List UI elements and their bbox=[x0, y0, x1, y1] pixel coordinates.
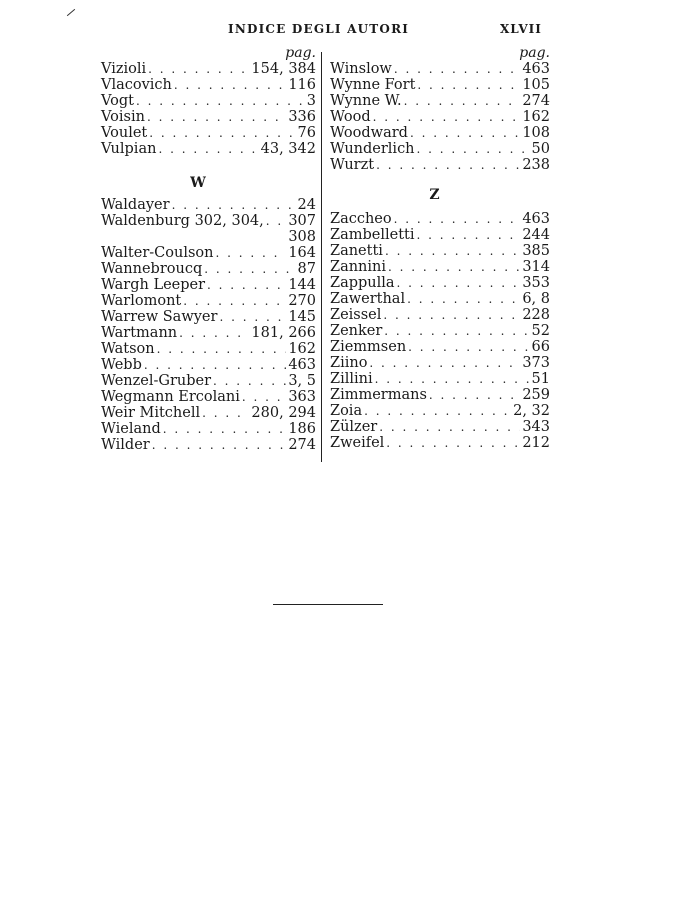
left-column bbox=[101, 45, 316, 453]
entry-pages: 274 bbox=[522, 93, 550, 109]
entry-pages: 186 bbox=[288, 421, 316, 437]
entry-pages: 50 bbox=[531, 141, 550, 157]
dot-leader bbox=[172, 197, 296, 213]
entry-author: Zimmermans bbox=[330, 387, 427, 403]
entry-author: Waldayer bbox=[101, 197, 170, 213]
index-entry bbox=[330, 259, 550, 275]
entry-pages: 52 bbox=[531, 323, 550, 339]
entry-author: Zannini bbox=[330, 259, 387, 275]
dot-leader bbox=[202, 405, 249, 421]
dot-leader bbox=[364, 403, 511, 419]
entry-pages: 43, 342 bbox=[260, 141, 316, 157]
entry-author: Vogt bbox=[101, 93, 134, 109]
entry-pages: 259 bbox=[522, 387, 550, 403]
index-entry bbox=[101, 125, 316, 141]
entry-pages: 343 bbox=[522, 419, 550, 435]
dot-leader bbox=[385, 243, 520, 259]
entry-author: Wilder bbox=[101, 437, 150, 453]
index-entry bbox=[330, 93, 550, 109]
entry-pages: 162 bbox=[288, 341, 316, 357]
entry-author: Voisin bbox=[101, 109, 145, 125]
entry-author: Weir Mitchell bbox=[101, 405, 201, 421]
dot-leader bbox=[404, 93, 521, 109]
index-entry bbox=[101, 141, 316, 157]
entry-pages: 162 bbox=[522, 109, 550, 125]
entry-author: Wynne Fort bbox=[330, 77, 416, 93]
index-entry bbox=[101, 357, 316, 373]
entry-pages: 2, 32 bbox=[513, 403, 550, 419]
index-entry bbox=[101, 341, 316, 357]
entry-pages: 238 bbox=[522, 157, 550, 173]
entry-author: Wunderlich bbox=[330, 141, 415, 157]
index-entry bbox=[101, 109, 316, 125]
entry-pages: 244 bbox=[522, 227, 550, 243]
entry-pages: 3, 5 bbox=[288, 373, 316, 389]
index-entry bbox=[330, 61, 550, 77]
dot-leader bbox=[394, 211, 521, 227]
index-entry bbox=[330, 211, 550, 227]
entry-pages: 66 bbox=[531, 339, 550, 355]
index-entry bbox=[330, 339, 550, 355]
entry-author: Zoia bbox=[330, 403, 363, 419]
index-entry bbox=[330, 387, 550, 403]
entry-author: Zappulla bbox=[330, 275, 395, 291]
dot-leader bbox=[163, 421, 287, 437]
index-entry bbox=[330, 291, 550, 307]
dot-leader bbox=[416, 227, 520, 243]
dot-leader bbox=[204, 261, 295, 277]
entry-author: Wynne W. bbox=[330, 93, 402, 109]
entry-author: Wartmann bbox=[101, 325, 178, 341]
index-entry bbox=[330, 109, 550, 125]
dot-leader bbox=[213, 373, 286, 389]
dot-leader bbox=[149, 125, 295, 141]
entry-pages: 181, 266 bbox=[251, 325, 316, 341]
index-entry bbox=[101, 389, 316, 405]
entries-v bbox=[101, 61, 316, 157]
index-entry bbox=[101, 325, 316, 341]
entry-author: Zweifel bbox=[330, 435, 385, 451]
pag-label: pag. bbox=[285, 45, 316, 61]
dot-leader bbox=[136, 93, 305, 109]
dot-leader bbox=[388, 259, 520, 275]
dot-leader bbox=[376, 157, 520, 173]
dot-leader bbox=[174, 77, 286, 93]
entry-author: Vizioli bbox=[101, 61, 147, 77]
dot-leader bbox=[379, 419, 520, 435]
entry-author: Wenzel-Gruber bbox=[101, 373, 212, 389]
entry-author: Winslow bbox=[330, 61, 392, 77]
dot-leader bbox=[410, 125, 520, 141]
entry-author: Zambelletti bbox=[330, 227, 415, 243]
entry-pages: 307 bbox=[288, 213, 316, 229]
dot-leader bbox=[179, 325, 249, 341]
dot-leader bbox=[144, 357, 286, 373]
index-entry bbox=[101, 277, 316, 293]
entry-author: Ziemmsen bbox=[330, 339, 407, 355]
index-entry bbox=[101, 229, 316, 245]
index-entry bbox=[330, 403, 550, 419]
entry-pages: 385 bbox=[522, 243, 550, 259]
entry-author: Wegmann Ercolani bbox=[101, 389, 240, 405]
index-entry bbox=[330, 323, 550, 339]
entry-author: Webb bbox=[101, 357, 142, 373]
entry-pages: 105 bbox=[522, 77, 550, 93]
entry-pages: 145 bbox=[288, 309, 316, 325]
page-header bbox=[0, 22, 678, 42]
entry-author: Zawerthal bbox=[330, 291, 406, 307]
entry-pages: 24 bbox=[297, 197, 316, 213]
dot-leader bbox=[266, 213, 287, 229]
index-entry bbox=[330, 141, 550, 157]
dot-leader bbox=[407, 291, 520, 307]
entry-author: Voulet bbox=[101, 125, 148, 141]
index-entry bbox=[330, 371, 550, 387]
entries-w-right bbox=[330, 61, 550, 173]
entry-author: Wieland bbox=[101, 421, 161, 437]
entry-pages: 154, 384 bbox=[251, 61, 316, 77]
dot-leader bbox=[215, 245, 286, 261]
index-entry bbox=[101, 309, 316, 325]
entry-author: Wargh Leeper bbox=[101, 277, 206, 293]
dot-leader bbox=[242, 389, 286, 405]
index-entry bbox=[101, 93, 316, 109]
dot-leader bbox=[408, 339, 529, 355]
dot-leader bbox=[219, 309, 286, 325]
entry-author: Vlacovich bbox=[101, 77, 172, 93]
entry-author: Zillini bbox=[330, 371, 373, 387]
entry-author: Woodward bbox=[330, 125, 408, 141]
index-entry bbox=[101, 213, 316, 229]
index-entry bbox=[101, 197, 316, 213]
entry-author: Zanetti bbox=[330, 243, 383, 259]
index-entry bbox=[330, 419, 550, 435]
dot-leader bbox=[417, 77, 520, 93]
index-entry bbox=[101, 77, 316, 93]
entry-pages: 76 bbox=[297, 125, 316, 141]
section-letter-w: W bbox=[190, 175, 207, 191]
entries-z bbox=[330, 211, 550, 451]
entry-pages: 270 bbox=[288, 293, 316, 309]
index-entry bbox=[330, 243, 550, 259]
dot-leader bbox=[158, 141, 258, 157]
index-entry bbox=[330, 125, 550, 141]
entry-author: Ziino bbox=[330, 355, 368, 371]
entry-pages: 280, 294 bbox=[251, 405, 316, 421]
dot-leader bbox=[383, 307, 520, 323]
index-entry bbox=[330, 275, 550, 291]
dot-leader bbox=[373, 109, 521, 125]
dot-leader bbox=[394, 61, 520, 77]
index-entry bbox=[330, 77, 550, 93]
entry-pages: 353 bbox=[522, 275, 550, 291]
index-entry bbox=[101, 437, 316, 453]
index-entry bbox=[101, 245, 316, 261]
entries-w-left bbox=[101, 197, 316, 453]
entry-author: Zeissel bbox=[330, 307, 382, 323]
margin-mark bbox=[67, 9, 75, 16]
entry-author: Walter-Coulson bbox=[101, 245, 214, 261]
dot-leader bbox=[148, 61, 249, 77]
entry-pages: 463 bbox=[522, 61, 550, 77]
dot-leader bbox=[397, 275, 521, 291]
dot-leader bbox=[417, 141, 530, 157]
entry-author: Zaccheo bbox=[330, 211, 392, 227]
entry-pages: 314 bbox=[522, 259, 550, 275]
pag-label: pag. bbox=[519, 45, 550, 61]
index-entry bbox=[101, 421, 316, 437]
entry-author: Waldenburg 302, 304, bbox=[101, 213, 264, 229]
entry-pages: 228 bbox=[522, 307, 550, 323]
index-entry bbox=[330, 435, 550, 451]
section-letter-z: Z bbox=[429, 187, 441, 203]
entry-pages: 363 bbox=[288, 389, 316, 405]
entry-author: Wurzt bbox=[330, 157, 375, 173]
right-column bbox=[330, 45, 550, 451]
entry-pages: 3 bbox=[306, 93, 316, 109]
index-entry bbox=[330, 355, 550, 371]
index-entry bbox=[101, 61, 316, 77]
entry-pages: 373 bbox=[522, 355, 550, 371]
dot-leader bbox=[429, 387, 520, 403]
entry-pages: 308 bbox=[288, 229, 316, 245]
dot-leader bbox=[147, 109, 286, 125]
entry-author: Wood bbox=[330, 109, 371, 125]
page-number: XLVII bbox=[500, 22, 542, 36]
entry-author: Vulpian bbox=[101, 141, 157, 157]
index-entry bbox=[330, 157, 550, 173]
index-entry bbox=[101, 293, 316, 309]
entry-author: Watson bbox=[101, 341, 155, 357]
index-entry bbox=[101, 405, 316, 421]
end-rule bbox=[273, 604, 383, 605]
page-title: INDICE DEGLI AUTORI bbox=[228, 22, 410, 36]
index-entry bbox=[101, 261, 316, 277]
dot-leader bbox=[369, 355, 520, 371]
dot-leader bbox=[386, 435, 520, 451]
dot-leader bbox=[183, 293, 286, 309]
entry-pages: 87 bbox=[297, 261, 316, 277]
entry-pages: 463 bbox=[288, 357, 316, 373]
entry-pages: 144 bbox=[288, 277, 316, 293]
dot-leader bbox=[384, 323, 529, 339]
entry-author: Warrew Sawyer bbox=[101, 309, 218, 325]
index-entry bbox=[330, 307, 550, 323]
entry-pages: 116 bbox=[288, 77, 316, 93]
entry-pages: 6, 8 bbox=[522, 291, 550, 307]
entry-pages: 164 bbox=[288, 245, 316, 261]
entry-pages: 336 bbox=[288, 109, 316, 125]
entry-pages: 108 bbox=[522, 125, 550, 141]
entry-pages: 274 bbox=[288, 437, 316, 453]
entry-pages: 463 bbox=[522, 211, 550, 227]
dot-leader bbox=[157, 341, 287, 357]
entry-author: Zenker bbox=[330, 323, 383, 339]
column-divider bbox=[321, 52, 322, 462]
entry-pages: 51 bbox=[531, 371, 550, 387]
index-entry bbox=[330, 227, 550, 243]
entry-author: Warlomont bbox=[101, 293, 182, 309]
entry-author: Zülzer bbox=[330, 419, 378, 435]
dot-leader bbox=[375, 371, 530, 387]
entry-pages: 212 bbox=[522, 435, 550, 451]
dot-leader bbox=[152, 437, 287, 453]
index-entry bbox=[101, 373, 316, 389]
entry-author: Wannebroucq bbox=[101, 261, 203, 277]
dot-leader bbox=[207, 277, 286, 293]
